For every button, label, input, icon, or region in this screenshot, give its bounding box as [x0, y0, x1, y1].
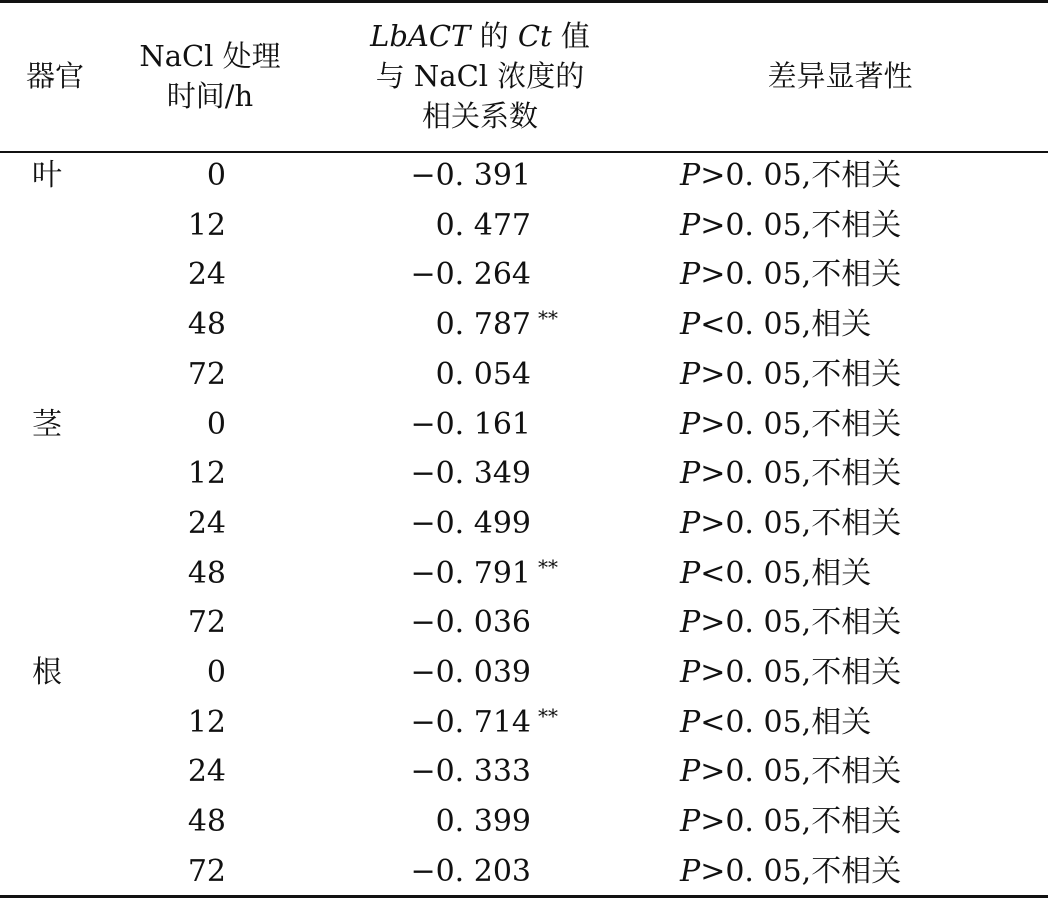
p-symbol: P [680, 704, 701, 740]
significance-cell [680, 499, 901, 549]
header-coefficient [345, 14, 615, 138]
table-row [0, 648, 1048, 698]
coefficient-cell: −0. 391 [410, 158, 531, 193]
table-row [0, 598, 1048, 648]
significance-text: >0. 05,不相关 [700, 804, 902, 840]
time-cell: 24 [187, 505, 226, 541]
significance-cell [680, 648, 901, 698]
coefficient-cell: 0. 477 [435, 207, 531, 243]
time-cell: 12 [187, 207, 226, 243]
significance-text: >0. 05,不相关 [700, 456, 902, 492]
time-cell: 24 [187, 754, 226, 790]
header-ct: Ct [517, 19, 552, 53]
significance-mark: ** [538, 306, 558, 331]
significance-cell [680, 350, 901, 400]
header-time [130, 14, 290, 138]
significance-text: >0. 05,不相关 [700, 356, 902, 392]
significance-text: <0. 05,相关 [700, 704, 872, 740]
significance-cell [680, 250, 901, 300]
header-organ-label: 器官 [25, 59, 84, 93]
significance-cell [680, 449, 901, 499]
table-row [0, 499, 1048, 549]
significance-cell [680, 598, 901, 648]
table-bottom-rule [0, 895, 1048, 898]
significance-text: >0. 05,不相关 [700, 406, 902, 442]
significance-text: >0. 05,不相关 [700, 505, 902, 541]
significance-text: >0. 05,不相关 [700, 257, 902, 293]
p-symbol: P [680, 456, 701, 492]
table-row [0, 250, 1048, 300]
header-time-line2: 时间/h [166, 79, 254, 113]
p-symbol: P [680, 804, 701, 840]
significance-text: >0. 05,不相关 [700, 207, 902, 243]
significance-cell [680, 747, 901, 797]
header-coef-line3: 相关系数 [421, 99, 538, 133]
table-row [0, 847, 1048, 897]
header-coef-line2: 与 NaCl 浓度的 [375, 59, 585, 93]
table-row [0, 449, 1048, 499]
p-symbol: P [680, 207, 701, 243]
significance-text: >0. 05,不相关 [700, 754, 902, 790]
table-row [0, 698, 1048, 748]
significance-text: >0. 05,不相关 [700, 853, 902, 889]
header-time-line1: NaCl 处理 [139, 39, 281, 73]
significance-text: <0. 05,相关 [700, 555, 872, 591]
table-row [0, 350, 1048, 400]
time-cell: 48 [187, 555, 226, 591]
significance-cell [680, 201, 901, 251]
time-cell: 72 [187, 853, 226, 889]
p-symbol: P [680, 307, 701, 343]
table-row [0, 747, 1048, 797]
table-row [0, 549, 1048, 599]
significance-cell [680, 847, 901, 897]
time-cell: 24 [187, 257, 226, 293]
p-symbol: P [680, 754, 701, 790]
header-coef-line1 [370, 16, 590, 56]
table-row [0, 400, 1048, 450]
time-cell: 72 [187, 605, 226, 641]
coefficient-cell: −0. 714 [410, 704, 531, 740]
coefficient-cell: −0. 264 [410, 257, 531, 293]
header-gene-name: LbACT [370, 19, 471, 53]
coefficient-cell: −0. 161 [410, 406, 531, 442]
time-cell: 48 [187, 804, 226, 840]
time-cell: 48 [187, 307, 226, 343]
organ-cell: 茎 [32, 406, 62, 442]
significance-cell [680, 151, 901, 201]
header-organ [10, 14, 100, 138]
significance-cell [680, 549, 871, 599]
table-row [0, 797, 1048, 847]
table-row [0, 151, 1048, 201]
significance-text: >0. 05,不相关 [700, 655, 902, 690]
p-symbol: P [680, 356, 701, 392]
significance-mark: ** [538, 703, 558, 728]
organ-cell: 根 [32, 655, 62, 690]
table-row [0, 300, 1048, 350]
p-symbol: P [680, 655, 701, 690]
significance-text: >0. 05,不相关 [700, 605, 902, 641]
coefficient-cell: −0. 039 [410, 655, 531, 690]
coefficient-cell: −0. 333 [410, 754, 531, 790]
p-symbol: P [680, 555, 701, 591]
significance-text: >0. 05,不相关 [700, 158, 902, 193]
time-cell: 12 [187, 704, 226, 740]
organ-cell: 叶 [32, 158, 62, 193]
coefficient-cell: 0. 399 [435, 804, 531, 840]
p-symbol: P [680, 605, 701, 641]
significance-text: <0. 05,相关 [700, 307, 872, 343]
time-cell: 72 [187, 356, 226, 392]
p-symbol: P [680, 257, 701, 293]
time-cell: 0 [206, 655, 226, 690]
p-symbol: P [680, 406, 701, 442]
significance-cell [680, 698, 871, 748]
p-symbol: P [680, 853, 701, 889]
coefficient-cell: −0. 203 [410, 853, 531, 889]
time-cell: 0 [206, 158, 226, 193]
coefficient-cell: −0. 499 [410, 505, 531, 541]
p-symbol: P [680, 158, 701, 193]
header-significance-label: 差异显著性 [767, 59, 913, 93]
coefficient-cell: 0. 787 [435, 307, 531, 343]
header-coef-end: 值 [551, 19, 590, 53]
significance-mark: ** [538, 554, 558, 579]
coefficient-cell: −0. 036 [410, 605, 531, 641]
time-cell: 12 [187, 456, 226, 492]
table-row [0, 201, 1048, 251]
p-symbol: P [680, 505, 701, 541]
coefficient-cell: 0. 054 [435, 356, 531, 392]
significance-cell [680, 300, 871, 350]
time-cell: 0 [206, 406, 226, 442]
table-top-rule [0, 0, 1048, 3]
coefficient-cell: −0. 349 [410, 456, 531, 492]
header-significance [700, 14, 980, 138]
header-coef-mid: 的 [470, 19, 518, 53]
coefficient-cell: −0. 791 [410, 555, 531, 591]
significance-cell [680, 400, 901, 450]
significance-cell [680, 797, 901, 847]
